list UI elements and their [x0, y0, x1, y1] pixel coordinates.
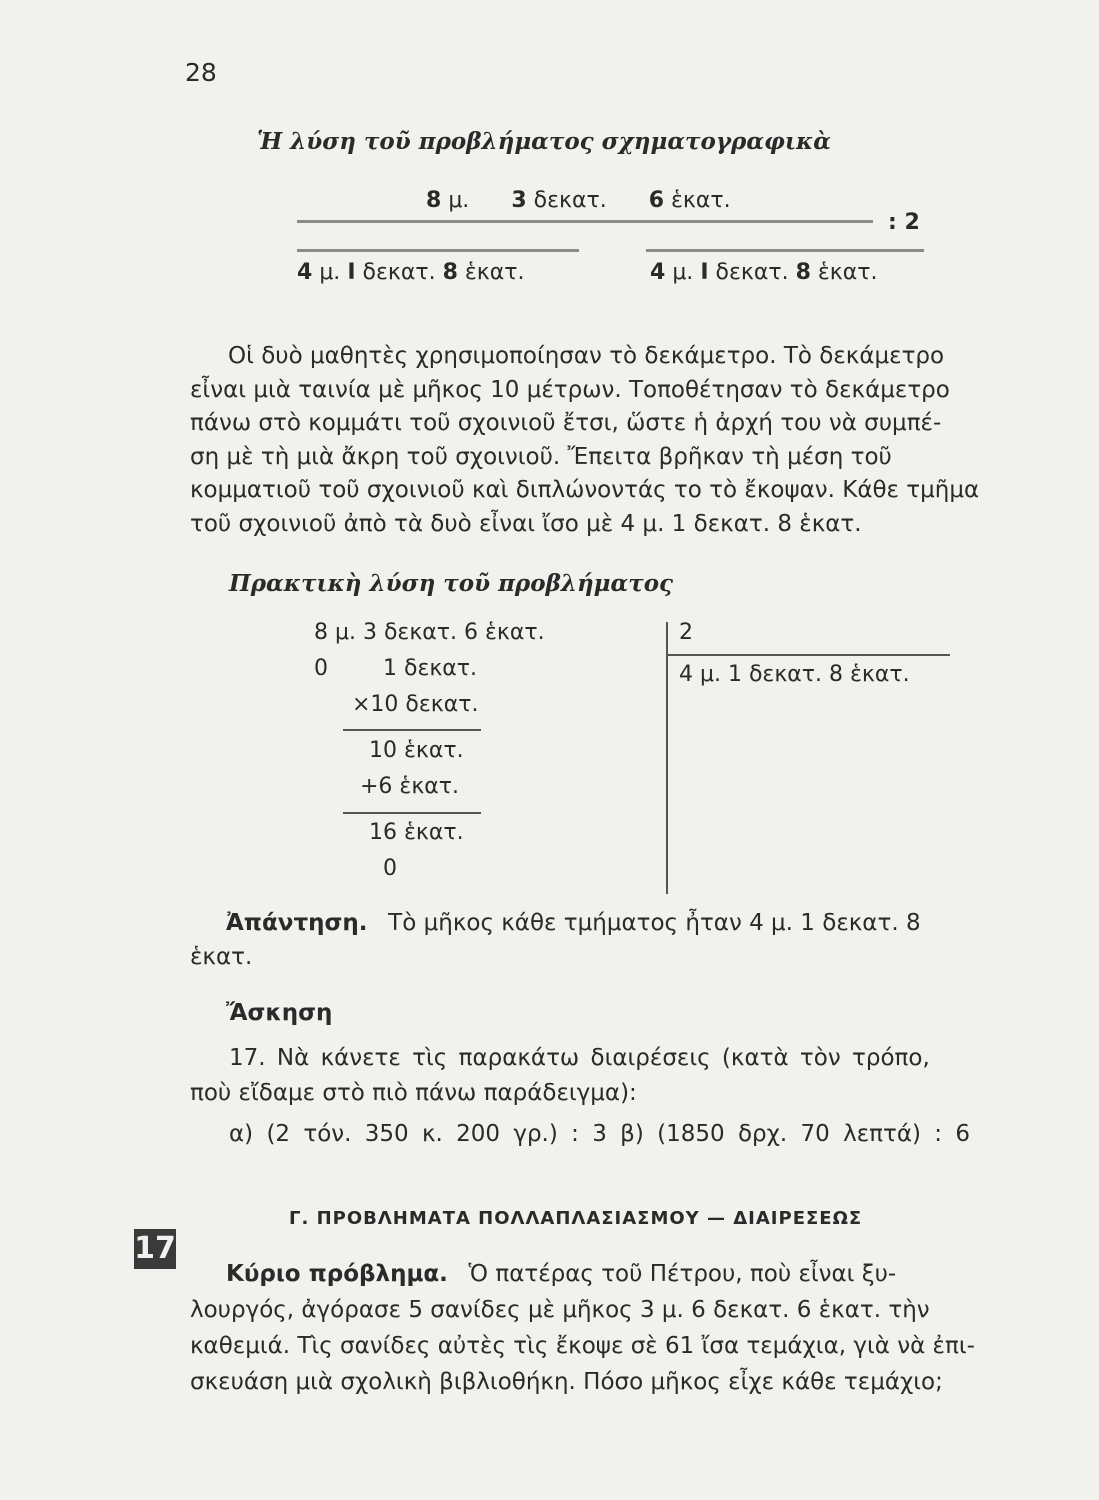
left-dec-unit: δεκατ. — [362, 260, 436, 285]
main-problem-text: Ὁ πατέρας τοῦ Πέτρου, ποὺ εἶναι ξυ- — [468, 1261, 897, 1287]
top-ek-value: 6 — [648, 188, 664, 213]
exercise-title: Ἄσκηση — [226, 1000, 333, 1026]
exercise-line-3: α) (2 τόν. 350 κ. 200 γρ.) : 3 β) (1850 δρχ. 70 λεπτά) : 6 — [229, 1121, 970, 1147]
final-remainder: 0 — [383, 856, 397, 881]
top-m-unit: μ. — [448, 188, 470, 213]
explanation-line: Οἱ δυὸ μαθητὲς χρησιμοποίησαν τὸ δεκάμετρο. Τὸ δεκάμετρο — [228, 343, 945, 369]
explanation-paragraph — [190, 340, 1030, 542]
main-problem-line-3: καθεμιά. Τὶς σανίδες αὐτὲς τὶς ἔκοψε σὲ 61 ἴσα τεμάχια, γιὰ νὰ ἐπι- — [190, 1333, 975, 1359]
right-ek-value: 8 — [795, 260, 811, 285]
left-m-unit: μ. — [319, 260, 341, 285]
rope-line-left-half — [297, 249, 579, 252]
answer-line-2: ἑκατ. — [190, 944, 253, 970]
explanation-line: ση μὲ τὴ μιὰ ἄκρη τοῦ σχοινιοῦ. Ἔπειτα βρῆκαν τὴ μέση τοῦ — [190, 443, 892, 470]
multiply-step: ×10 δεκατ. — [352, 692, 479, 717]
section-number-badge: 17 — [134, 1229, 176, 1269]
top-dec-unit: δεκατ. — [533, 188, 607, 213]
diagram-top-measure — [426, 188, 731, 213]
answer-label: Ἀπάντηση. — [226, 910, 368, 936]
plus-step: +6 ἑκατ. — [360, 774, 460, 799]
calc-rule-2 — [343, 812, 481, 814]
practical-title: Πρακτικὴ λύση τοῦ προβλήματος — [229, 570, 674, 597]
right-dec-unit: δεκατ. — [715, 260, 789, 285]
exercise-line-2: ποὺ εἴδαμε στὸ πιὸ πάνω παράδειγμα): — [190, 1080, 637, 1106]
right-ek-unit: ἑκατ. — [817, 260, 878, 285]
right-m-unit: μ. — [672, 260, 694, 285]
remainder-1: 0 — [314, 656, 328, 681]
left-ek-value: 8 — [442, 260, 458, 285]
main-problem-line-4: σκευάση μιὰ σχολικὴ βιβλιοθήκη. Πόσο μῆκος εἶχε κάθε τεμάχιο; — [190, 1369, 943, 1395]
main-problem-label: Κύριο πρόβλημα. — [226, 1261, 448, 1287]
diagram-title: Ἡ λύση τοῦ προβλήματος σχηματογραφικὰ — [257, 128, 831, 155]
dividend: 8 μ. 3 δεκατ. 6 ἑκατ. — [314, 620, 545, 645]
left-ek-unit: ἑκατ. — [464, 260, 525, 285]
remainder-1-decimeters: 1 δεκατ. — [383, 656, 478, 681]
answer-text: Τὸ μῆκος κάθε τμήματος ἦταν 4 μ. 1 δεκατ. 8 — [388, 910, 921, 936]
top-m-value: 8 — [426, 188, 442, 213]
left-m-value: 4 — [297, 260, 313, 285]
divisor-label: : 2 — [888, 210, 920, 235]
explanation-line: τοῦ σχοινιοῦ ἀπὸ τὰ δυὸ εἶναι ἴσο μὲ 4 μ. 1 δεκατ. 8 ἑκατ. — [190, 510, 862, 537]
left-half-measure — [297, 260, 524, 285]
quotient: 4 μ. 1 δεκατ. 8 ἑκατ. — [679, 662, 910, 687]
explanation-line: πάνω στὸ κομμάτι τοῦ σχοινιοῦ ἔτσι, ὥστε ἡ ἀρχή του νὰ συμπέ- — [190, 410, 942, 437]
step-3-result: 16 ἑκατ. — [369, 820, 464, 845]
exercise-line-1: 17. Νὰ κάνετε τὶς παρακάτω διαιρέσεις (κατὰ τὸν τρόπο, — [229, 1045, 930, 1071]
main-problem-line-1 — [226, 1261, 896, 1287]
divisor: 2 — [679, 620, 693, 645]
step-2-result: 10 ἑκατ. — [369, 738, 464, 763]
top-dec-value: 3 — [511, 188, 527, 213]
division-horizontal-rule — [666, 654, 950, 656]
main-problem-line-2: λουργός, ἀγόρασε 5 σανίδες μὲ μῆκος 3 μ. 6 δεκατ. 6 ἑκατ. τὴν — [190, 1297, 930, 1323]
calc-rule-1 — [343, 729, 481, 731]
section-heading: Γ. ΠΡΟΒΛΗΜΑΤΑ ΠΟΛΛΑΠΛΑΣΙΑΣΜΟΥ — ΔΙΑΙΡΕΣΕΩΣ — [289, 1208, 863, 1229]
top-ek-unit: ἑκατ. — [671, 188, 731, 213]
rope-line-right-half — [646, 249, 924, 252]
page-number: 28 — [185, 58, 217, 87]
left-dec-value: Ι — [347, 260, 356, 285]
right-half-measure — [650, 260, 877, 285]
division-vertical-rule — [666, 622, 668, 894]
right-dec-value: Ι — [700, 260, 709, 285]
right-m-value: 4 — [650, 260, 666, 285]
explanation-line: εἶναι μιὰ ταινία μὲ μῆκος 10 μέτρων. Τοποθέτησαν τὸ δεκάμετρο — [190, 376, 950, 403]
rope-line-whole — [297, 220, 873, 223]
explanation-line: κομματιοῦ τοῦ σχοινιοῦ καὶ διπλώνοντάς το τὸ ἔκοψαν. Κάθε τμῆμα — [190, 477, 980, 504]
answer-line — [226, 910, 921, 936]
